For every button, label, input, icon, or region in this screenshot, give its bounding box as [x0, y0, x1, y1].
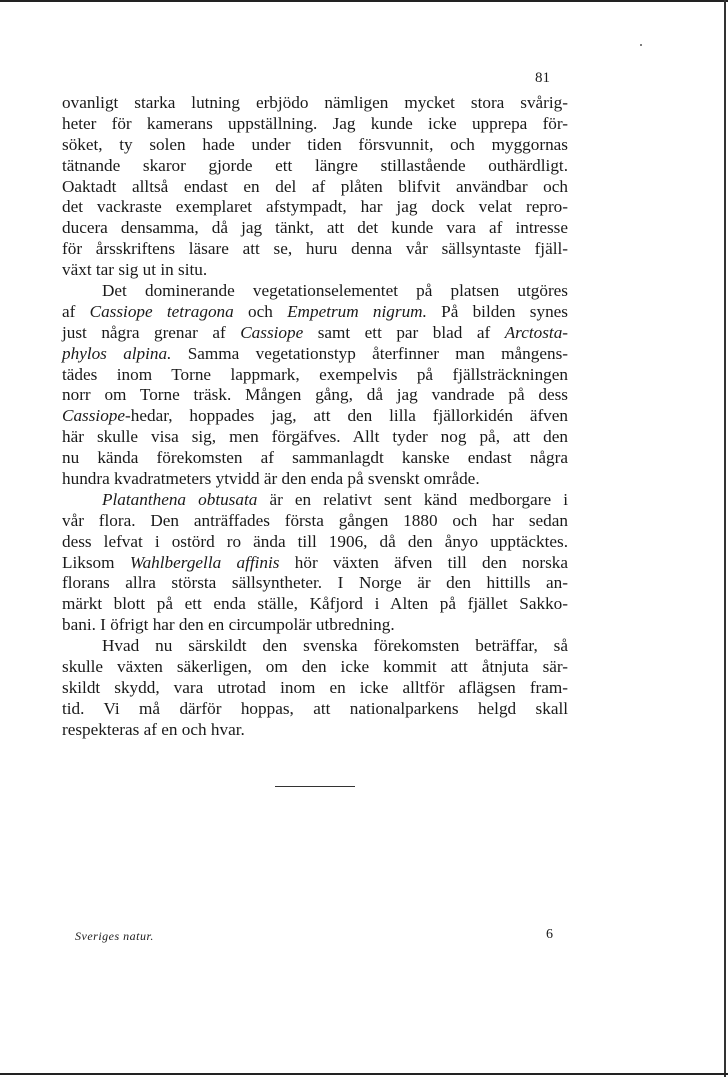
- paragraph: [62, 636, 568, 740]
- text-run: söket, ty solen hade under tiden försvunnit, och myggornas: [62, 134, 568, 154]
- text-run: respekteras af en och hvar.: [62, 719, 245, 739]
- italic-text: Cassiope: [62, 406, 126, 426]
- text-run: det vackraste exemplaret afstympadt, har jag dock velat repro-: [62, 197, 568, 217]
- text-run: vår flora. Den anträffades första gången 1880 och har sedan: [62, 510, 568, 530]
- body-text: [62, 93, 568, 741]
- text-line: [62, 678, 568, 699]
- text-run: hundra kvadratmeters ytvidd är den enda på svenskt område.: [62, 469, 480, 489]
- text-run: ovanligt starka lutning erbjödo nämligen mycket stora svårig-: [62, 93, 568, 112]
- text-line: [62, 657, 568, 678]
- text-run: märkt blott på ett enda ställe, Kåfjord i Alten på fjället Sakko-: [62, 594, 568, 614]
- text-line: [62, 553, 568, 574]
- text-line: [62, 594, 568, 615]
- text-run: -hedar, hoppades jag, att den lilla fjällorkidén äfven: [125, 406, 568, 426]
- italic-text: Cassiope: [240, 322, 304, 342]
- text-line: [62, 511, 568, 532]
- text-line: [62, 218, 568, 239]
- text-line: [62, 197, 568, 218]
- text-run: florans allra största sällsyntheter. I Norge är den hittills an-: [62, 573, 568, 593]
- footer-journal-title: Sveriges natur.: [75, 929, 154, 943]
- text-line: [62, 156, 568, 177]
- text-line: [62, 281, 568, 302]
- scan-bottom-border: [0, 1073, 728, 1075]
- italic-text: Empetrum nigrum.: [287, 301, 427, 321]
- text-run: Liksom: [62, 552, 130, 572]
- text-run: heter för kamerans uppställning. Jag kunde icke upprepa för-: [62, 113, 568, 133]
- text-run: nu kända förekomsten af sammanlagdt kanske endast några: [62, 448, 568, 468]
- text-line: [62, 260, 568, 281]
- footer-signature-mark: 6: [546, 927, 553, 942]
- paragraph: [62, 281, 568, 490]
- text-run: för årsskriftens läsare att se, huru denna vår sällsyntaste fjäll-: [62, 239, 568, 259]
- text-line: [62, 406, 568, 427]
- italic-text: Wahlbergella affinis: [129, 552, 280, 572]
- text-line: [62, 177, 568, 198]
- scan-speck: [640, 44, 642, 46]
- text-run: bani. I öfrigt har den en circumpolär utbredning.: [62, 615, 395, 635]
- scan-top-border: [0, 0, 728, 2]
- text-line: [62, 323, 568, 344]
- text-run: Oaktadt alltså endast en del af plåten blifvit användbar och: [62, 176, 568, 196]
- text-run: Samma vegetationstyp återfinner man mångens-: [171, 343, 568, 363]
- text-run: Hvad nu särskildt den svenska förekomsten beträffar, så: [102, 636, 568, 656]
- italic-text: Cassiope tetragona: [89, 301, 234, 321]
- text-line: [62, 699, 568, 720]
- paragraph: [62, 93, 568, 281]
- text-line: [62, 532, 568, 553]
- text-line: [62, 469, 568, 490]
- text-line: [62, 573, 568, 594]
- text-line: [62, 490, 568, 511]
- text-line: [62, 448, 568, 469]
- text-line: [62, 365, 568, 386]
- text-line: [62, 135, 568, 156]
- text-line: [62, 427, 568, 448]
- text-line: [62, 636, 568, 657]
- text-line: [62, 239, 568, 260]
- paragraph: [62, 490, 568, 636]
- text-line: [62, 114, 568, 135]
- text-run: dess lefvat i ostörd ro ända till 1906, då den ånyo upptäcktes.: [62, 531, 568, 551]
- text-run: På bilden synes: [426, 301, 568, 321]
- italic-text: Arctosta-: [504, 322, 569, 342]
- text-line: [62, 720, 568, 741]
- scan-right-border: [724, 0, 726, 1077]
- text-run: skildt skydd, vara utrotad inom en icke alltför aflägsen fram-: [62, 677, 568, 697]
- text-line: [62, 615, 568, 636]
- text-run: och: [233, 301, 288, 321]
- text-line: [62, 302, 568, 323]
- text-run: af: [62, 301, 90, 321]
- text-run: tid. Vi må därför hoppas, att nationalparkens helgd skall: [62, 698, 568, 718]
- text-run: Det dominerande vegetationselementet på platsen utgöres: [102, 281, 568, 301]
- section-divider: [275, 786, 355, 787]
- text-run: just några grenar af: [62, 322, 241, 342]
- page-number: 81: [535, 70, 550, 86]
- text-run: är en relativt sent känd medborgare i: [257, 489, 568, 509]
- text-run: här skulle visa sig, men förgäfves. Allt tyder nog på, att den: [62, 427, 568, 447]
- italic-text: Platanthena obtusata: [102, 489, 258, 509]
- text-line: [62, 93, 568, 114]
- text-run: norr om Torne träsk. Mången gång, då jag vandrade på dess: [62, 385, 568, 405]
- text-run: samt ett par blad af: [303, 322, 505, 342]
- italic-text: phylos alpina.: [62, 343, 172, 363]
- text-run: hör växten äfven till den norska: [279, 552, 568, 572]
- text-line: [62, 344, 568, 365]
- text-run: tätnande skaror gjorde ett längre stillastående outhärdligt.: [62, 155, 568, 175]
- text-line: [62, 385, 568, 406]
- text-run: ducera densamma, då jag tänkt, att det kunde vara af intresse: [62, 218, 568, 238]
- text-run: växt tar sig ut in situ.: [62, 260, 208, 280]
- text-run: tädes inom Torne lappmark, exempelvis på fjällsträckningen: [62, 364, 568, 384]
- text-run: skulle växten säkerligen, om den icke kommit att åtnjuta sär-: [62, 657, 568, 677]
